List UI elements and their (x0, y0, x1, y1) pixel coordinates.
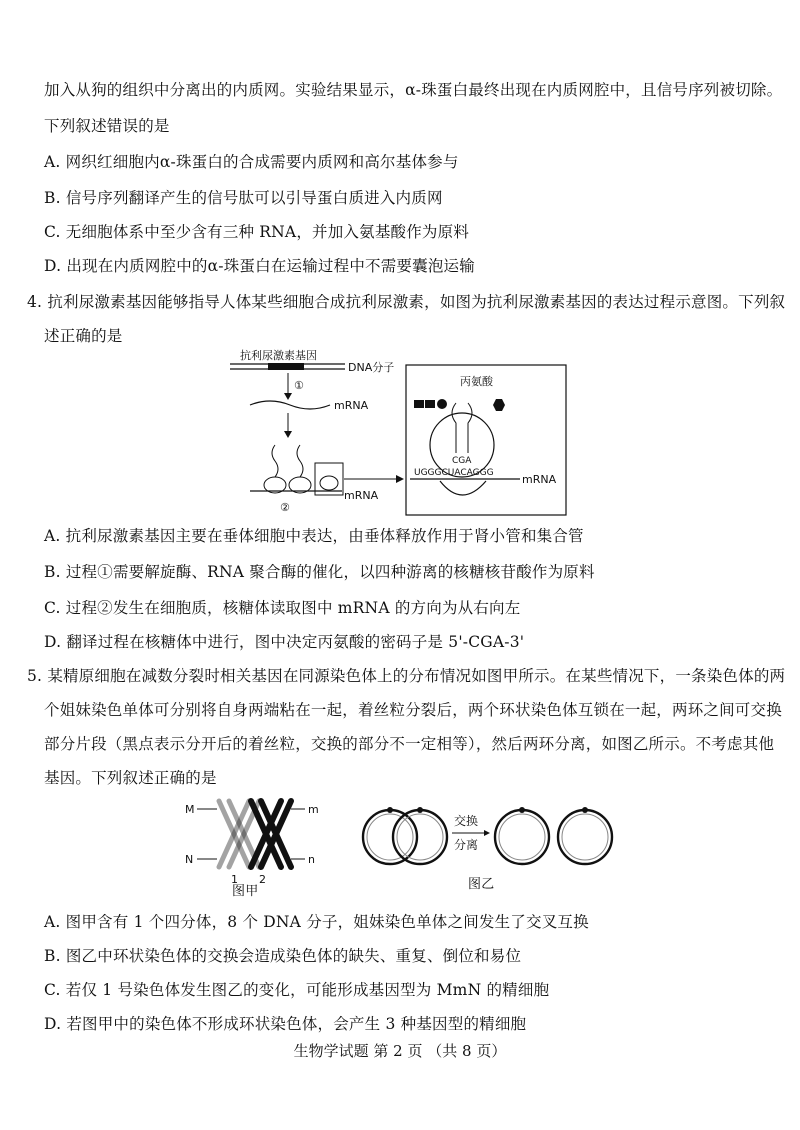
transcription-arrowhead (284, 393, 292, 400)
ring-1-inner (367, 814, 413, 860)
anticodon: CGA (452, 456, 472, 466)
q5-option-c: C. 若仅 1 号染色体发生图乙的变化，可能形成基因型为 MmN 的精细胞 (44, 981, 550, 999)
q5-stem-line3: 部分片段（黑点表示分开后的着丝粒，交换的部分不一定相等），然后两环分离，如图乙所示。不考虑其他 (44, 735, 775, 753)
exchange-arrowhead (484, 830, 490, 836)
q4-stem-line1: 4. 抗利尿激素基因能够指导人体某些细胞合成抗利尿激素，如图为抗利尿激素基因的表达过程示意图。下列叙 (27, 293, 786, 311)
gene-n: n (308, 853, 315, 866)
peptide-chain-1 (272, 445, 278, 477)
q5-figure-b (360, 805, 620, 875)
centromere-3 (519, 807, 525, 813)
centromere-4 (582, 807, 588, 813)
chromosome-1-label: 1 (231, 873, 238, 886)
ring-4-inner (562, 814, 608, 860)
amino-acid-chain-1 (414, 400, 424, 408)
export-arrowhead (284, 431, 292, 438)
amino-acid-chain-2 (425, 400, 435, 408)
q3-option-a: A. 网织红细胞内α-珠蛋白的合成需要内质网和高尔基体参与 (44, 153, 459, 171)
zoom-arrowhead (396, 475, 404, 483)
amino-acid-free (493, 399, 505, 411)
ribosome-3 (320, 476, 338, 490)
fig-a-caption: 图甲 (232, 884, 259, 899)
step1-label: ① (294, 379, 304, 392)
mrna-label: mRNA (334, 399, 369, 412)
q4-option-c: C. 过程②发生在细胞质，核糖体读取图中 mRNA 的方向为从右向左 (44, 599, 521, 617)
q4-stem-line2: 述正确的是 (44, 327, 123, 345)
q3-prompt: 下列叙述错误的是 (44, 117, 170, 135)
arrow-top-label: 交换 (454, 814, 479, 828)
amino-acid-label: 丙氨酸 (460, 375, 493, 388)
q4-option-b: B. 过程①需要解旋酶、RNA 聚合酶的催化，以四种游离的核糖核苷酸作为原料 (44, 563, 595, 581)
arrow-bottom-label: 分离 (454, 838, 479, 852)
mrna-sequence: UGGGCUACAGGG (414, 468, 494, 478)
mrna-label-3: mRNA (522, 473, 557, 486)
q5-option-b: B. 图乙中环状染色体的交换会造成染色体的缺失、重复、倒位和易位 (44, 947, 522, 965)
q3-option-d: D. 出现在内质网腔中的α-珠蛋白在运输过程中不需要囊泡运输 (44, 257, 475, 275)
ring-3-inner (499, 814, 545, 860)
q4-option-a: A. 抗利尿激素基因主要在垂体细胞中表达，由垂体释放作用于肾小管和集合管 (44, 527, 584, 545)
ring-1-outer (363, 810, 417, 864)
q3-option-c: C. 无细胞体系中至少含有三种 RNA，并加入氨基酸作为原料 (44, 223, 470, 241)
q4-gene-expression-figure (230, 345, 570, 520)
centromere-1 (387, 807, 393, 813)
q5-stem-line4: 基因。下列叙述正确的是 (44, 769, 217, 787)
amino-acid-chain-3 (437, 399, 447, 409)
gene-M: M (185, 803, 195, 816)
gene-segment (268, 363, 304, 370)
gene-m: m (308, 803, 319, 816)
q4-option-d: D. 翻译过程在核糖体中进行，图中决定丙氨酸的密码子是 5'-CGA-3' (44, 633, 525, 651)
gene-label: 抗利尿激素基因 (240, 349, 317, 362)
q5-stem-line1: 5. 某精原细胞在减数分裂时相关基因在同源染色体上的分布情况如图甲所示。在某些情况下，一条染色体的两 (27, 667, 786, 685)
ring-4-outer (558, 810, 612, 864)
q3-option-b: B. 信号序列翻译产生的信号肽可以引导蛋白质进入内质网 (44, 189, 443, 207)
mrna-strand (250, 401, 330, 409)
q5-option-a: A. 图甲含有 1 个四分体，8 个 DNA 分子，姐妹染色单体之间发生了交叉互换 (44, 913, 589, 931)
q3-stem-continuation: 加入从狗的组织中分离出的内质网。实验结果显示，α-珠蛋白最终出现在内质网腔中，且信号序列被切除。 (44, 81, 783, 99)
dna-label: DNA分子 (348, 361, 395, 374)
chromosome-2-label: 2 (259, 873, 266, 886)
ring-2-outer (393, 810, 447, 864)
centromere-2 (417, 807, 423, 813)
ring-3-outer (495, 810, 549, 864)
ring-2-inner (397, 814, 443, 860)
fig-b-caption: 图乙 (468, 877, 495, 892)
trna (452, 403, 472, 453)
gene-N: N (185, 853, 194, 866)
q5-option-d: D. 若图甲中的染色体不形成环状染色体，会产生 3 种基因型的精细胞 (44, 1015, 527, 1033)
mrna-label-2: mRNA (344, 489, 379, 502)
ribosome-small-subunit (440, 481, 486, 495)
page-footer: 生物学试题 第 2 页 （共 8 页） (293, 1042, 507, 1060)
step2-label: ② (280, 501, 290, 514)
q5-stem-line2: 个姐妹染色单体可分别将自身两端粘在一起，着丝粒分裂后，两个环状染色体互锁在一起，两环之间可交换 (44, 701, 782, 719)
peptide-chain-2 (297, 445, 303, 477)
